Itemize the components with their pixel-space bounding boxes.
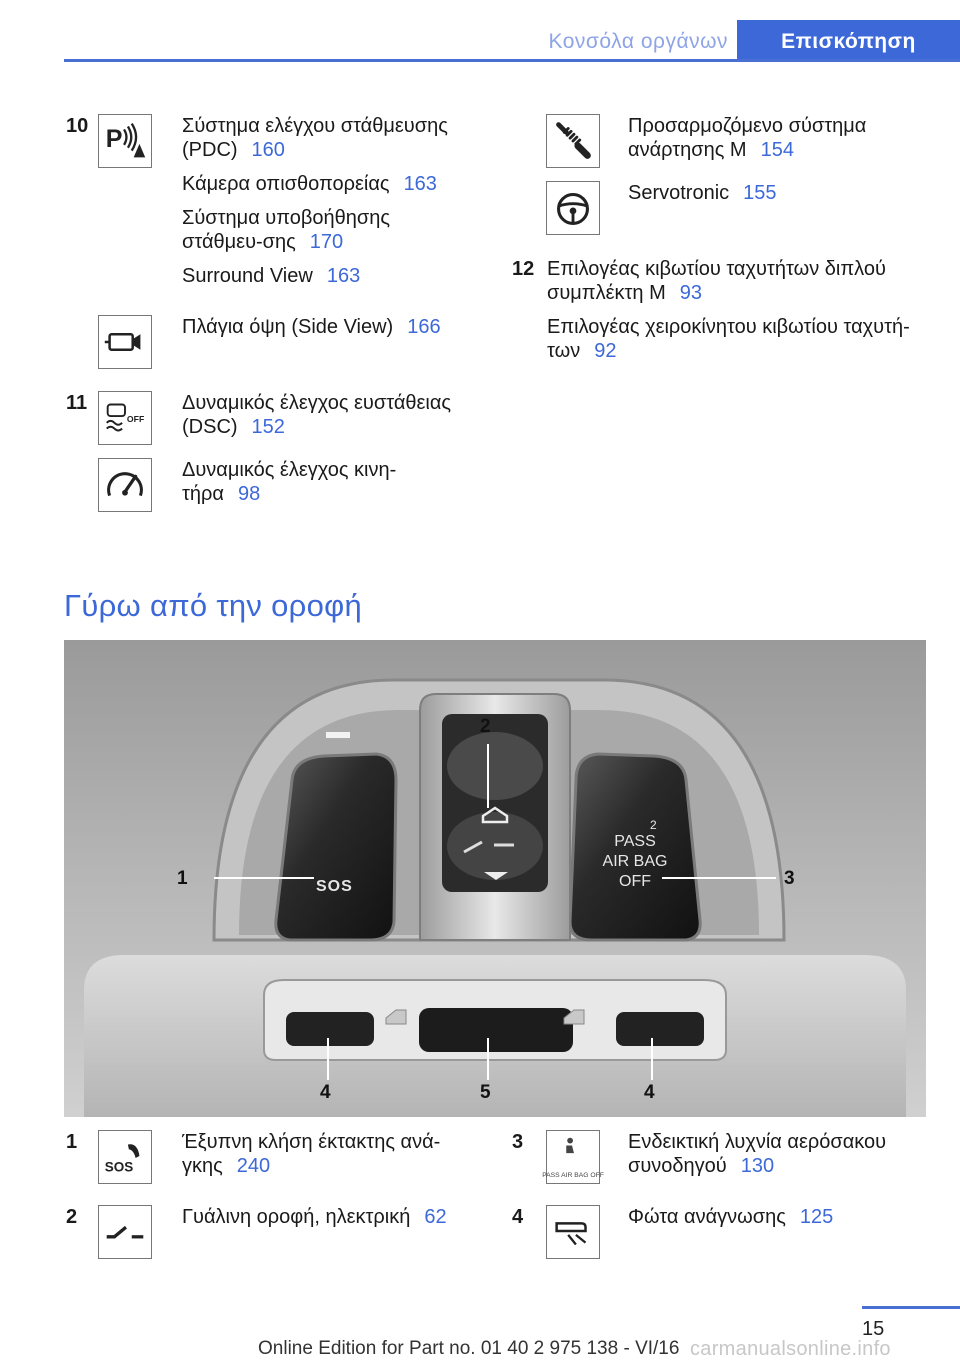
entry-line <box>182 458 422 506</box>
sunroof-icon <box>98 1205 152 1259</box>
entry-text: Κάμερα οπισθοπορείας <box>182 173 390 195</box>
entry-number: 10 <box>66 115 89 137</box>
entry-text: Έξυπνη κλήση έκτακτης ανά-γκης <box>182 1131 441 1177</box>
overhead-console-photo <box>64 640 926 1117</box>
entry-text: Πλάγια όψη (Side View) <box>182 316 394 338</box>
header-section-title: Κονσόλα οργάνων <box>548 30 728 53</box>
entry-text: Servotronic <box>628 182 730 204</box>
dsc-off-icon <box>98 391 152 445</box>
entry-line <box>182 1130 462 1178</box>
pass-airbag-line: OFF <box>619 873 651 890</box>
entry-line <box>628 114 928 162</box>
header-tab: Επισκόπηση <box>737 20 960 62</box>
entry-line <box>182 114 472 162</box>
entry-text: Γυάλινη οροφή, ηλεκτρική <box>182 1206 411 1228</box>
page-ref-link[interactable]: 160 <box>251 139 285 161</box>
page-number: 15 <box>862 1318 885 1340</box>
page-ref-link[interactable]: 240 <box>236 1155 271 1177</box>
entry-4 <box>512 1205 932 1265</box>
entry-text: Ενδεικτική λυχνία αερόσακου συνοδηγού <box>628 1131 887 1177</box>
passenger-airbag-icon <box>542 1130 604 1184</box>
footer-rule <box>862 1306 960 1309</box>
entry-line <box>547 257 927 305</box>
page-ref-link[interactable]: 93 <box>679 282 703 304</box>
entry-text: Σύστημα ελέγχου στάθμευσης (PDC) <box>182 115 448 161</box>
page-ref-link[interactable]: 130 <box>740 1155 775 1177</box>
header-rule <box>64 59 960 62</box>
entry-line <box>182 206 472 254</box>
entry-side-view <box>66 315 476 375</box>
entry-line <box>182 264 472 288</box>
photo-callout-1: 1 <box>177 868 188 889</box>
entry-text: Επιλογέας κιβωτίου ταχυτήτων διπλού συμπλέκτη M <box>547 258 886 304</box>
steering-wheel-icon <box>546 181 600 235</box>
entry-number: 2 <box>66 1206 78 1228</box>
entry-text: Surround View <box>182 265 313 287</box>
page-ref-link[interactable]: 98 <box>237 483 261 505</box>
sos-button-label: SOS <box>316 878 353 895</box>
page-ref-link[interactable]: 152 <box>251 416 285 438</box>
pass-airbag-button-label <box>590 832 680 892</box>
entry-number: 12 <box>512 258 535 280</box>
photo-callout-3: 3 <box>784 868 795 889</box>
entry-line <box>628 1130 928 1178</box>
section-title: Γύρω από την οροφή <box>64 588 363 623</box>
pass-airbag-icon-sub: 2 <box>650 818 657 832</box>
passenger-airbag-icon-label: PASS AIR BAG OFF <box>542 1172 604 1180</box>
entry-text: Προσαρμοζόμενο σύστημα ανάρτησης M <box>628 115 867 161</box>
entry-line <box>547 315 927 363</box>
entry-dynamic-control <box>66 458 476 518</box>
entry-line <box>182 172 472 196</box>
suspension-icon <box>546 114 600 168</box>
entry-line <box>182 315 472 339</box>
page-ref-link[interactable]: 163 <box>326 265 361 287</box>
page-ref-link[interactable]: 125 <box>799 1206 834 1228</box>
sos-icon-label: SOS <box>104 1159 134 1175</box>
entry-number: 11 <box>66 392 88 414</box>
pdc-icon <box>98 114 152 168</box>
entry-text: Επιλογέας χειροκίνητου κιβωτίου ταχυτή-των <box>547 316 910 362</box>
entry-10 <box>66 114 476 304</box>
photo-callout-5: 5 <box>480 1082 491 1103</box>
pass-airbag-line: PASS <box>614 833 656 850</box>
edition-text: Online Edition for Part no. 01 40 2 975 138 - VI/16 <box>258 1338 680 1359</box>
entry-line <box>628 1205 928 1229</box>
entry-12 <box>512 257 932 367</box>
entry-adaptive-suspension <box>512 114 932 174</box>
entry-line <box>182 1205 482 1229</box>
side-view-icon <box>98 315 152 369</box>
page-ref-link[interactable]: 163 <box>403 173 437 195</box>
photo-callout-4a: 4 <box>320 1082 331 1103</box>
page-ref-link[interactable]: 170 <box>309 231 344 253</box>
entry-11 <box>66 391 476 451</box>
entry-2 <box>66 1205 476 1265</box>
entry-text: Δυναμικός έλεγχος ευστάθειας (DSC) <box>182 392 452 438</box>
page-ref-link[interactable]: 92 <box>594 340 617 362</box>
reading-light-icon <box>546 1205 600 1259</box>
entry-line <box>628 181 928 205</box>
entry-number: 3 <box>512 1131 524 1153</box>
entry-line <box>182 391 472 439</box>
pass-airbag-line: AIR BAG <box>602 853 668 870</box>
entry-text: Σύστημα υποβοήθησης στάθμευ-σης <box>182 207 390 253</box>
page-ref-link[interactable]: 166 <box>407 316 441 338</box>
entry-text: Φώτα ανάγνωσης <box>628 1206 786 1228</box>
photo-callout-2: 2 <box>480 716 491 737</box>
dynamic-control-icon <box>98 458 152 512</box>
entry-text: Δυναμικός έλεγχος κινη-τήρα <box>182 459 397 505</box>
svg-text:P: P <box>105 124 123 153</box>
entry-number: 4 <box>512 1206 524 1228</box>
page-ref-link[interactable]: 62 <box>424 1206 447 1228</box>
svg-text:OFF: OFF <box>126 413 145 424</box>
sos-icon <box>98 1130 152 1184</box>
page-ref-link[interactable]: 154 <box>760 139 794 161</box>
page-ref-link[interactable]: 155 <box>743 182 777 204</box>
watermark: carmanualsonline.info <box>690 1338 891 1360</box>
photo-callout-4b: 4 <box>644 1082 655 1103</box>
entry-servotronic <box>512 181 932 241</box>
entry-1 <box>66 1130 476 1190</box>
entry-number: 1 <box>66 1131 78 1153</box>
entry-3 <box>512 1130 932 1190</box>
